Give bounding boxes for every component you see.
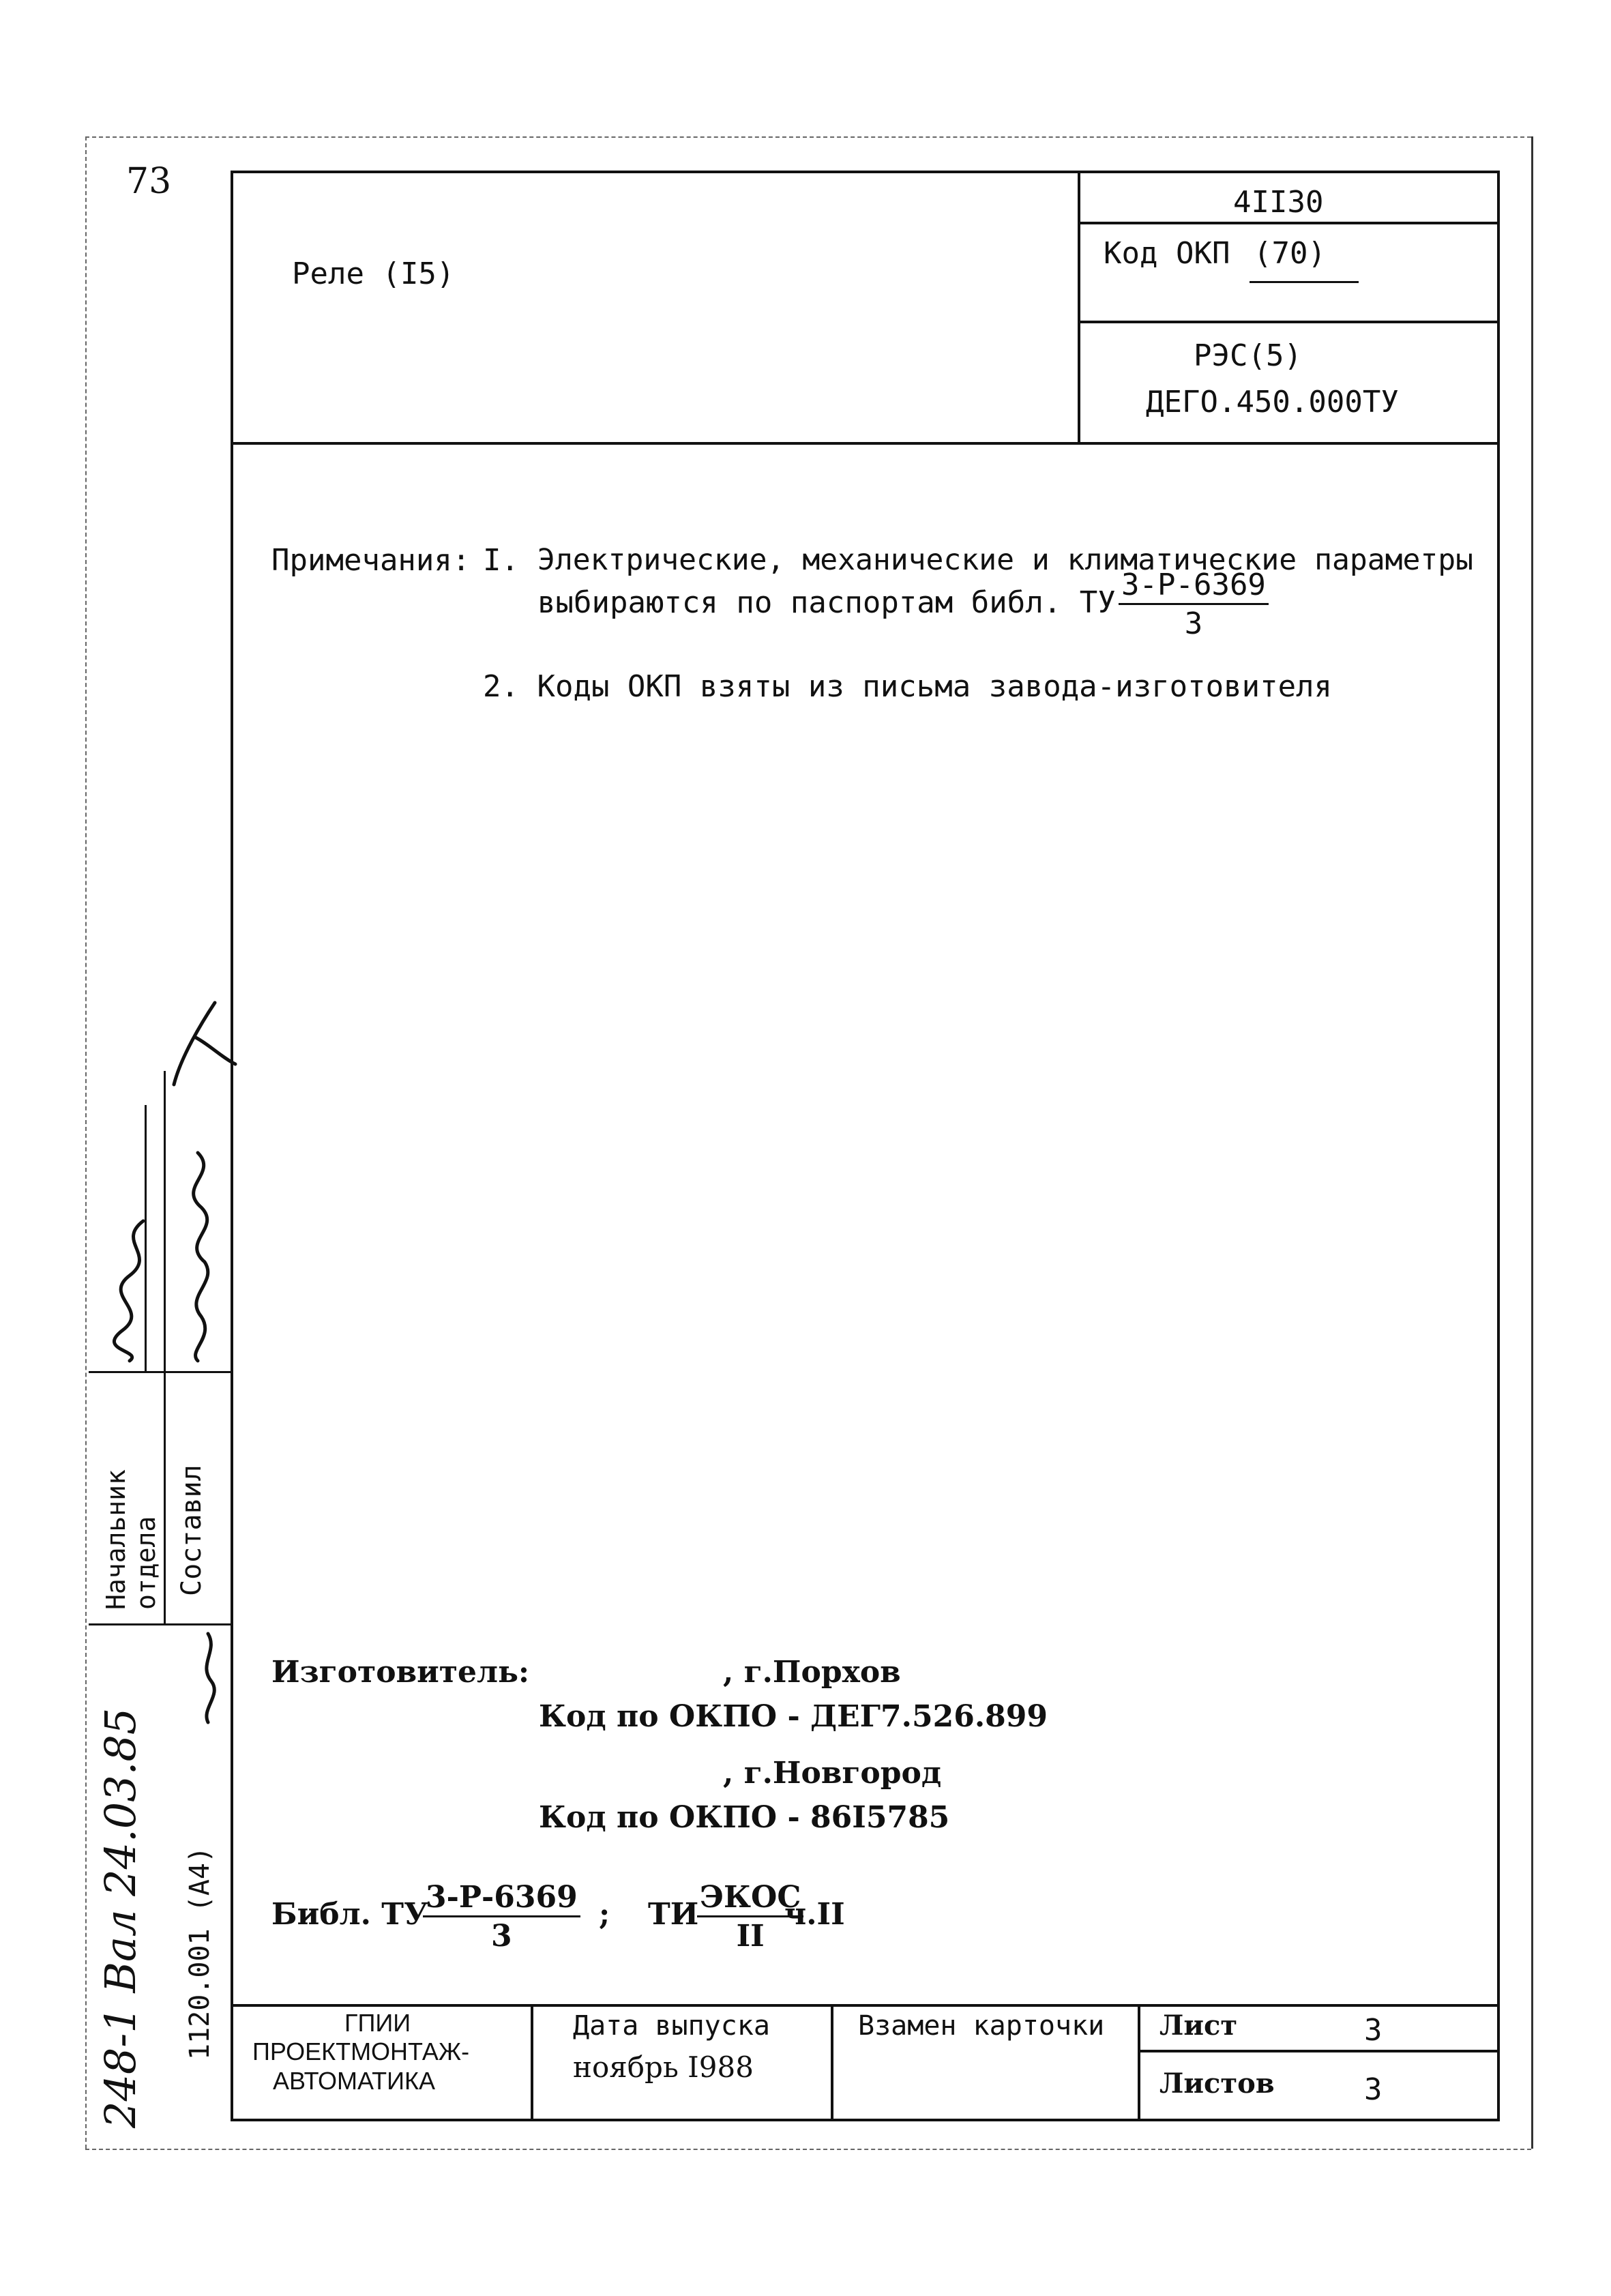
outer-border-right <box>1531 136 1533 2149</box>
note-1-number: I. <box>483 543 519 578</box>
footer-sheet-label: Лист <box>1159 2010 1238 2042</box>
note-1-fraction-den: 3 <box>1184 606 1203 641</box>
footer-replace-label: Взамен карточки <box>858 2010 1105 2042</box>
library-ti: ТИ <box>648 1897 699 1932</box>
manufacturer-city-1: , г.Порхов <box>723 1655 901 1690</box>
manufacturer-city-2: , г.Новгород <box>723 1756 942 1791</box>
outer-border-bottom <box>85 2149 1531 2150</box>
signature-bottom <box>191 1630 225 1726</box>
library-fraction-2-num: ЭКОС <box>697 1883 803 1917</box>
footer-date-label: Дата выпуска <box>573 2010 770 2042</box>
note-1-line-2: выбираются по паспортам библ. ТУ <box>537 585 1116 620</box>
side-divider-top <box>89 1371 232 1373</box>
manufacturer-code-1: Код по ОКПО - ДЕГ7.526.899 <box>539 1699 1048 1734</box>
library-fraction-1 <box>423 1880 580 1954</box>
header-col-divider <box>1078 171 1080 443</box>
footer-div-1 <box>531 2004 533 2120</box>
footer-top-line <box>231 2004 1500 2007</box>
frame-right <box>1497 171 1500 2121</box>
corner-number: 73 <box>126 161 172 202</box>
res-line-2: ДЕГО.450.000ТУ <box>1146 385 1399 420</box>
header-divider <box>231 442 1500 445</box>
frame-left <box>231 171 233 2121</box>
footer-org-line-2: ПРОЕКТМОНТАЖ- <box>252 2037 470 2065</box>
footer-sheets-label: Листов <box>1159 2067 1275 2100</box>
footer-org-line-1: ГПИИ <box>344 2009 411 2037</box>
okp-underline <box>1250 281 1359 283</box>
okp-label: Код ОКП <box>1104 236 1230 271</box>
library-prefix: Библ. ТУ <box>271 1897 428 1932</box>
side-col-divider <box>164 1071 166 1623</box>
side-doc-ref: 1120.001 (А4) <box>184 1846 216 2060</box>
notes-label: Примечания: <box>271 543 471 578</box>
library-separator: ; <box>599 1897 610 1932</box>
header-okp-divider <box>1078 321 1500 323</box>
signature-head <box>102 1214 164 1364</box>
outer-border-top <box>85 136 1531 138</box>
footer-div-2 <box>831 2004 833 2120</box>
signature-composer <box>171 1146 225 1364</box>
side-divider-bottom <box>89 1623 232 1625</box>
header-title: Реле (I5) <box>292 256 455 291</box>
manufacturer-label: Изготовитель: <box>271 1655 530 1690</box>
res-line-1: РЭС(5) <box>1194 338 1302 373</box>
signature-top <box>153 996 242 1091</box>
side-head-label: Начальник отдела <box>101 1469 161 1610</box>
footer-sheet-divider <box>1138 2050 1500 2052</box>
side-composed-label: Составил <box>176 1465 207 1596</box>
footer-div-3 <box>1138 2004 1140 2120</box>
note-1-fraction <box>1119 570 1269 639</box>
side-handwritten-note: 248-1 Вал 24.03.85 <box>95 1707 145 2128</box>
frame-bottom <box>231 2119 1500 2121</box>
library-part: ч.II <box>784 1897 845 1932</box>
library-fraction-2-den: II <box>736 1919 765 1954</box>
okp-value: (70) <box>1254 236 1326 271</box>
manufacturer-code-2: Код по ОКПО - 86I5785 <box>539 1800 950 1835</box>
header-code-divider <box>1078 222 1500 224</box>
footer-sheets-value: 3 <box>1364 2072 1383 2107</box>
library-fraction-1-num: 3-Р-6369 <box>423 1883 580 1917</box>
header-code: 4II30 <box>1233 185 1324 220</box>
note-1-fraction-num: 3-Р-6369 <box>1119 570 1269 605</box>
note-1-line-1: Электрические, механические и климатические параметры <box>537 543 1474 577</box>
footer-sheet-value: 3 <box>1364 2013 1383 2048</box>
footer-org-line-3: АВТОМАТИКА <box>273 2067 436 2095</box>
footer-date-value: ноябрь I988 <box>573 2050 754 2084</box>
frame-top <box>231 171 1500 173</box>
outer-border-left <box>85 136 87 2149</box>
library-fraction-1-den: 3 <box>491 1919 512 1954</box>
note-2: 2. Коды ОКП взяты из письма завода-изготовителя <box>483 669 1333 704</box>
